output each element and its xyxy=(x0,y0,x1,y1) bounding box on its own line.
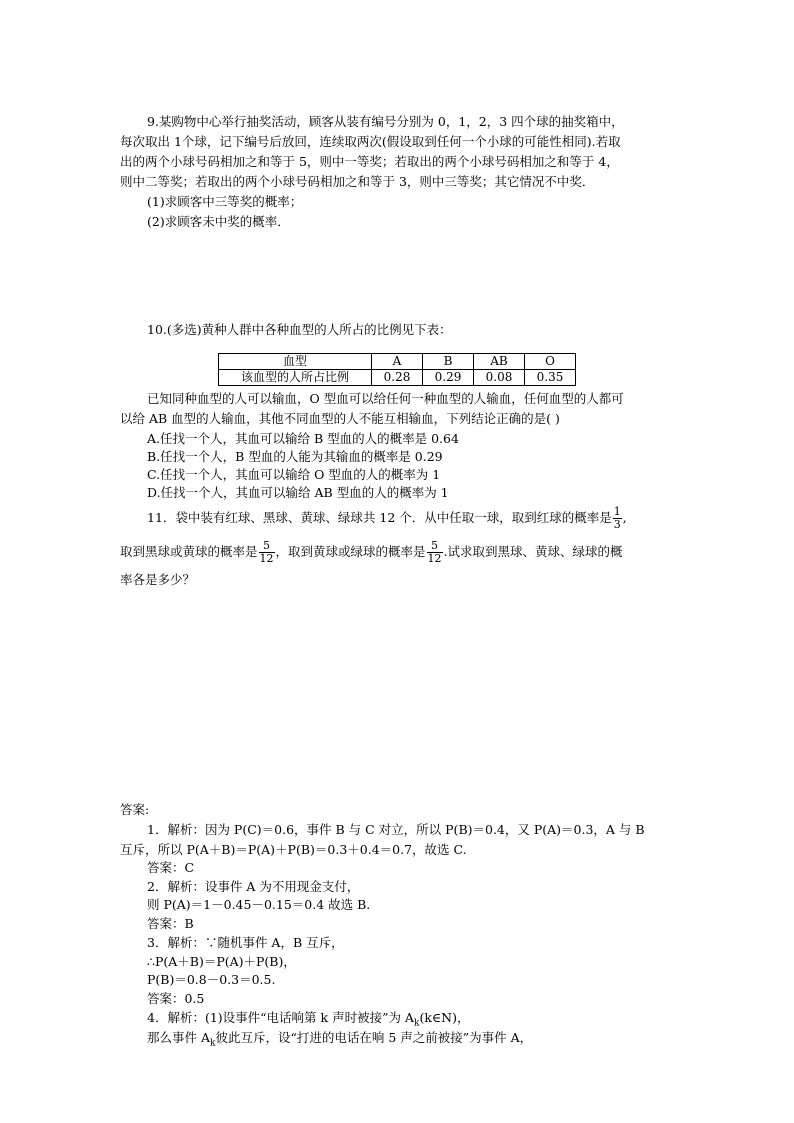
fraction-numerator: 1 xyxy=(613,505,621,518)
table-type-o: O xyxy=(525,354,576,370)
fraction-denominator: 12 xyxy=(427,552,442,565)
fraction-denominator: 12 xyxy=(259,552,274,565)
q9-part-1: (1)求顾客中三等奖的概率； xyxy=(147,194,303,209)
table-value-o: 0.35 xyxy=(525,370,576,386)
table-row-label: 该血型的人所占比例 xyxy=(219,370,372,386)
q11-text-1b: , xyxy=(622,510,627,525)
q11-text-2c: .试求取到黑球、黄球、绿球的概 xyxy=(443,544,623,559)
q10-intro: 10.(多选)黄种人群中各种血型的人所占的比例见下表： xyxy=(147,322,452,337)
answer-4-text-2a: 那么事件 A xyxy=(147,1030,211,1045)
table-header-label: 血型 xyxy=(219,354,372,370)
fraction-numerator: 5 xyxy=(427,540,443,553)
fraction-5-12 xyxy=(259,540,275,565)
table-type-b: B xyxy=(423,354,474,370)
answer-4-text-1a: 4．解析：(1)设事件“电话响第 k 声时被接”为 A xyxy=(147,1010,414,1025)
fraction-5-12 xyxy=(427,540,443,565)
table-row xyxy=(219,370,576,386)
q10-line-2: 以给 AB 血型的人输血，其他不同血型的人不能互相输血，下列结论正确的是( ) xyxy=(120,411,560,426)
table-value-a: 0.28 xyxy=(372,370,423,386)
q10-option-c: C.任找一个人，其血可以输给 O 型血的人的概率为 1 xyxy=(147,467,441,482)
q11-line-1 xyxy=(147,506,627,531)
table-value-b: 0.29 xyxy=(423,370,474,386)
answer-4-text-2b: 彼此互斥，设“打进的电话在响 5 声之前被接”为事件 A， xyxy=(215,1030,533,1045)
answer-1-line-1: 1．解析：因为 P(C)＝0.6，事件 B 与 C 对立，所以 P(B)＝0.4，又 P(A)＝0.3，A 与 B xyxy=(147,822,645,837)
q11-text-2a: 取到黑球或黄球的概率是 xyxy=(120,544,258,559)
fraction-numerator: 5 xyxy=(259,540,275,553)
q10-option-d: D.任找一个人，其血可以输给 AB 型血的人的概率为 1 xyxy=(147,485,449,500)
table-type-a: A xyxy=(372,354,423,370)
answer-1-result: 答案：C xyxy=(147,860,195,875)
table-value-ab: 0.08 xyxy=(474,370,525,386)
q10-line-1: 已知同种血型的人可以输血，O 型血可以给任何一种血型的人输血，任何血型的人都可 xyxy=(147,391,624,406)
fraction-denominator: 3 xyxy=(613,518,621,531)
table-row xyxy=(219,354,576,370)
subscript-k: k xyxy=(413,1018,420,1029)
answers-heading: 答案: xyxy=(120,802,150,817)
q9-line-1: 9.某购物中心举行抽奖活动，顾客从装有编号分别为 0，1，2，3 四个球的抽奖箱中， xyxy=(147,114,624,129)
q11-line-3: 率各是多少？ xyxy=(120,572,196,587)
q11-text-2b: ，取到黄球或绿球的概率是 xyxy=(275,544,426,559)
fraction-1-3 xyxy=(613,506,622,531)
table-type-ab: AB xyxy=(474,354,525,370)
subscript-k: k xyxy=(210,1038,216,1049)
answer-2-result: 答案：B xyxy=(147,916,194,931)
q9-line-3: 出的两个小球号码相加之和等于 5，则中一等奖；若取出的两个小球号码相加之和等于 4， xyxy=(120,154,619,169)
q11-text-1a: 11．袋中装有红球、黑球、黄球、绿球共 12 个．从中任取一球，取到红球的概率是 xyxy=(147,510,612,525)
q9-line-4: 则中二等奖；若取出的两个小球号码相加之和等于 3，则中三等奖；其它情况不中奖． xyxy=(120,174,595,189)
answer-1-line-2: 互斥，所以 P(A＋B)＝P(A)＋P(B)＝0.3＋0.4＝0.7，故选 C. xyxy=(120,842,467,857)
blood-type-table xyxy=(218,353,576,386)
answer-3-line-3: P(B)＝0.8－0.3＝0.5. xyxy=(147,972,276,987)
answer-4-line-2 xyxy=(147,1028,532,1054)
answer-3-line-1: 3．解析：∵随机事件 A，B 互斥， xyxy=(147,935,344,950)
q10-option-b: B.任找一个人，B 型血的人能为其输血的概率是 0.29 xyxy=(147,449,443,464)
answer-3-result: 答案：0.5 xyxy=(147,991,205,1006)
q9-part-2: (2)求顾客未中奖的概率． xyxy=(147,214,290,229)
q10-option-a: A.任找一个人，其血可以输给 B 型血的人的概率是 0.64 xyxy=(147,431,459,446)
answer-2-line-1: 2．解析：设事件 A 为不用现金支付， xyxy=(147,879,360,894)
answer-3-line-2: ∴P(A＋B)＝P(A)＋P(B)， xyxy=(147,954,296,969)
q11-line-2 xyxy=(120,540,623,565)
answer-4-text-1b: (k∈N)， xyxy=(419,1010,470,1025)
q9-line-2: 每次取出 1个球，记下编号后放回，连续取两次(假设取到任何一个小球的可能性相同).若取 xyxy=(120,134,621,149)
answer-2-line-2: 则 P(A)＝1－0.45－0.15＝0.4 故选 B. xyxy=(147,897,371,912)
